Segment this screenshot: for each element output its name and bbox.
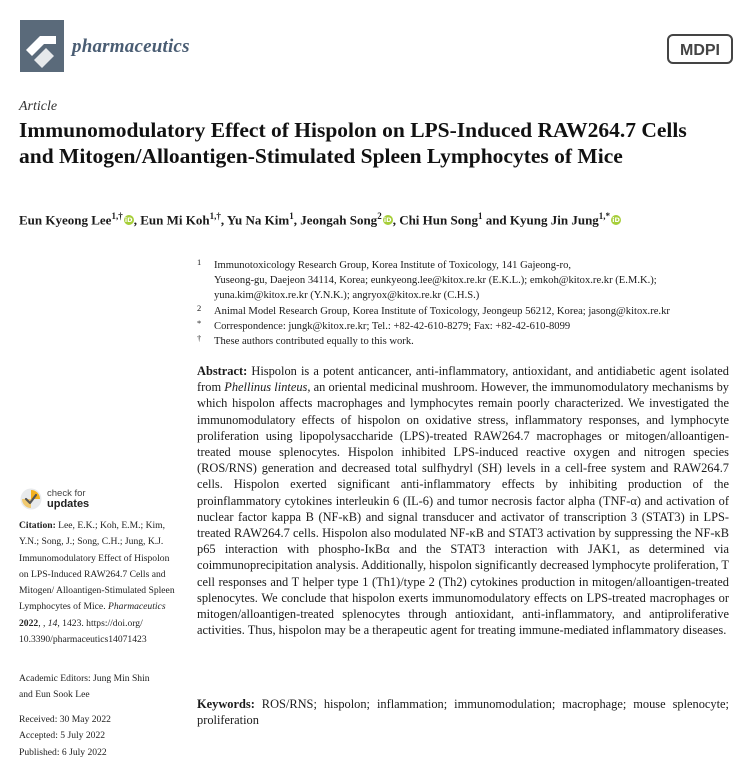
author-separator: , [133,212,141,228]
affiliation-text: Immunotoxicology Research Group, Korea Institute of Toxicology, 141 Gajeong-ro, [214,260,572,271]
publisher-name: MDPI [680,42,720,59]
affiliation-mark: † [197,333,202,344]
abstract-label: Abstract: [197,364,248,378]
author-name[interactable]: Kyung Jin Jung [509,212,599,228]
affiliation-mark: 1 [197,257,202,267]
author-affiliation-mark: 1,* [598,211,611,221]
citation-year: 2022 [19,617,39,629]
author-affiliation-mark: 1 [289,211,294,221]
author-list [19,211,739,228]
citation-label: Citation: [19,520,56,531]
citation: Citation: Lee, E.K.; Koh, E.M.; Kim, Y.N.; Song, J.; Song, C.H.; Jung, K.J. Immunomodulatory Effect of Hispolon on LPS-Induced RAW264.7 Cells and Mitogen/ Alloantigen-Stimulated Spleen Lymphocytes of Mice. Pharmaceutics 2022, , 14, 1423. https://doi.org/ 10.3390/pharmaceutics14071423 [19,520,175,646]
author-affiliation-mark: 1 [477,211,483,221]
editors-line-2: and Eun Sook Lee [19,689,90,700]
accepted-date: Accepted: 5 July 2022 [19,730,106,742]
pharmaceutics-logo-icon[interactable] [20,20,64,72]
check-for-updates-icon [20,488,42,510]
updates-line-1: check for [47,487,86,499]
received-date: Received: 30 May 2022 [19,714,111,725]
author-affiliation-mark: 1,† [209,211,221,221]
abstract-text-1: Hispolon is a potent anticancer, anti-inflammatory, antioxidant, and antidiabetic agent isolated from [197,364,729,395]
academic-editors [19,671,179,703]
affiliation-text: Correspondence: jungk@kitox.re.kr; Tel.: +82-42-610-8279; Fax: +82-42-610-8099 [214,320,571,332]
citation-text: Lee, E.K.; Koh, E.M.; Kim, Y.N.; Song, J.; Song, C.H.; Jung, K.J. Immunomodulatory Effect of Hispolon on LPS-Induced RAW264.7 Cells and Mitogen/ Alloantigen-Stimulated Spleen Lymphocytes of Mice. [19,520,175,613]
affiliation-line [197,334,737,349]
author-name[interactable]: Eun Kyeong Lee [19,212,112,228]
affiliation-text: These authors contributed equally to this work. [214,336,414,348]
article-type: Article [19,99,58,114]
updates-line-2: updates [47,498,90,510]
published-date: Published: 6 July 2022 [19,746,107,758]
article-title: Immunomodulatory Effect of Hispolon on LPS-Induced RAW264.7 Cells and Mitogen/Alloantigen-Stimulated Spleen Lymphocytes of Mice [19,118,687,168]
author-affiliation-mark: 2 [377,211,382,221]
abstract-text-2: , an oriental medicinal mushroom. However, the immunomodulatory mechanisms by which hispolon affects macrophages and lymphocytes remain poorly characterized. We investigated the immunomodulatory effects of hispolon on oxidative stress, inflammatory responses, and lymphocyte proliferation using lipopolysaccharide (LPS)-treated RAW264.7 macrophages or mitogen/alloantigen-treated mouse splenocytes. Hispolon inhibited LPS-induced reactive oxygen and nitrogen species (ROS/RNS) generation and decreased total sulfhydryl (SH) levels in a cell-free system and RAW264.7 cells. Hispolon exerted significant anti-inflammatory effects by inhibiting production of the proinflammatory cytokines interleukin 6 (IL-6) and tumor necrosis factor alpha (TNF-α) and activation of nuclear factor kappa B (NF-κB) and signal transducer and activator of transcription 3 (STAT3) in LPS-treated RAW264.7 cells. Hispolon also modulated NF-κB and STAT3 activation by suppressing the NF-κB p65 interaction with phospho-IκBα and the STAT3 interaction with JAK1, as determined via coimmunoprecipitation analysis. Additionally, hispolon significantly decreased lymphocyte proliferation, T cell responses and T helper type 1 (Th1)/type 2 (Th2) cytokines production in mitogen/alloantigen-treated splenocytes. We conclude that hispolon exerts immunomodulatory effects on LPS-treated macrophages or mitogen/alloantigen-treated splenocytes through antioxidant, anti-inflammatory, and antiproliferative activities. Thus, hispolon may be a therapeutic agent for treating immune-mediated inflammatory diseases. [197,380,729,638]
author-separator: , [293,212,301,228]
affiliation-line [197,288,737,303]
affiliation-mark [197,270,214,285]
affiliation-line [197,319,737,334]
author-name[interactable]: Eun Mi Koh [140,212,210,228]
orcid-icon[interactable]: iD [612,216,620,225]
check-for-updates-badge[interactable] [20,488,89,510]
abstract-species: Phellinus linteus [224,380,308,395]
journal-name[interactable]: pharmaceutics [72,36,190,57]
author-name[interactable]: Jeongah Song [300,212,378,228]
affiliation-text: Animal Model Research Group, Korea Institute of Toxicology, Jeongeup 56212, Korea; jasong@kitox.re.kr [214,305,670,317]
affiliation-line [197,304,737,319]
affiliation-mark: 2 [197,302,202,313]
publication-dates [19,712,179,761]
keywords-text: ROS/RNS; hispolon; inflammation; immunomodulation; macrophage; mouse splenocyte; proliferation [197,697,729,728]
author-affiliation-mark: 1,† [111,211,123,221]
author-separator: , [220,212,227,228]
author-name[interactable]: Chi Hun Song [399,212,478,228]
affiliation-line [197,273,737,288]
affiliation-text: yuna.kim@kitox.re.kr (Y.N.K.); angryox@kitox.re.kr (C.H.S.) [214,290,480,302]
orcid-icon[interactable]: iD [124,216,133,225]
author-separator: , [392,212,400,228]
editors-line-1: Academic Editors: Jung Min Shin [19,673,150,684]
citation-journal: Pharmaceutics [108,601,166,613]
affiliation-text: Yuseong-gu, Daejeon 34114, Korea; eunkyeong.lee@kitox.re.kr (E.K.L.); emkoh@kitox.re.kr (E.M.K.); [214,275,657,287]
keywords-label: Keywords: [197,697,255,711]
mdpi-logo-icon[interactable] [667,34,733,64]
orcid-icon[interactable]: iD [383,216,392,225]
affiliation-line [197,258,737,273]
author-name[interactable]: Yu Na Kim [226,212,290,228]
author-separator: and [482,212,510,228]
abstract [197,363,729,638]
affiliation-mark: * [197,317,202,328]
citation-volume: , 14 [42,617,58,629]
citation-rest[interactable]: , 1423. https://doi.org/ 10.3390/pharmaceutics14071423 [19,617,147,646]
keywords [197,696,729,728]
affiliations [197,258,737,349]
affiliation-mark [197,285,214,300]
